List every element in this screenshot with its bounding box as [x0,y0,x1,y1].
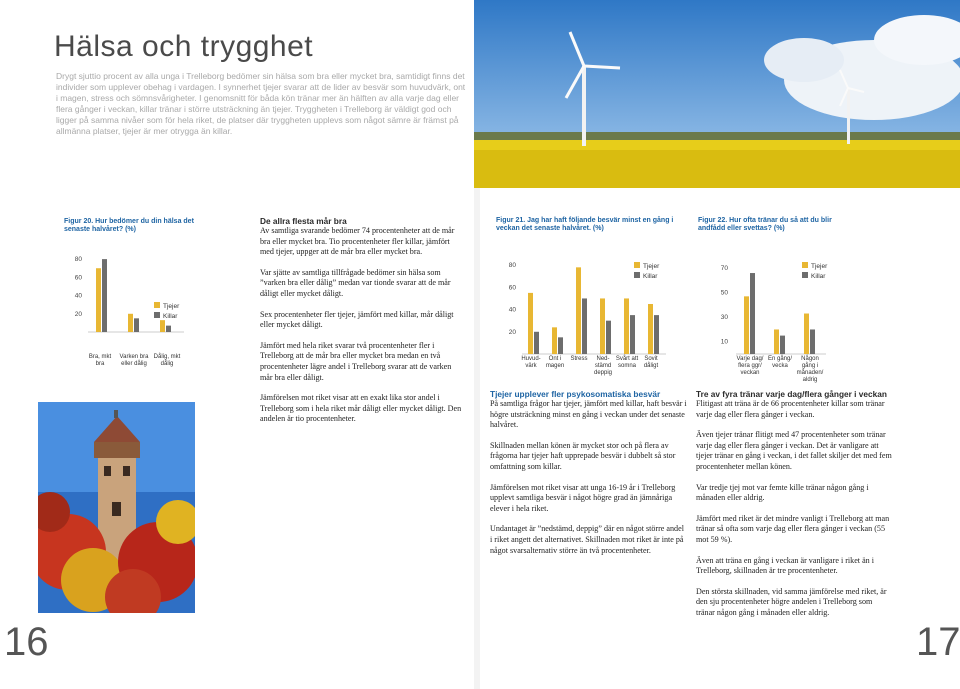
right-text-column-2 [696,389,892,629]
bar-killar-5 [654,315,659,354]
page-title: Hälsa och trygghet [54,30,314,63]
intro-paragraph: Drygt sjuttio procent av alla unga i Trelleborg bedömer sin hälsa som bra eller mycket bra, samtidigt finns det individer som upplever obehag i vardagen. I synnerhet tjejer svarar att de lider av besvär som huvudvärk, ont i magen, stress och sömnsvårigheter. I genomsnitt för båda kön tränar mer än hälften av alla varje dag eller flera gånger i veckan, killar tränar i större utsträckning än tjejer. Tryggheten i Trelleborg är väldigt god och ligger på samma nivåer som för hela riket, de platser där tryggheten upplevs som något sämre är främst på allmänna platser, tjejer är mer otrygga än killar. [56,71,466,136]
bar-tjejer-2 [576,267,581,354]
bar-tjejer-1 [128,314,133,332]
fig20-xlabel-0: Bra, mkt bra [88,354,112,367]
fig21-xl-label-0: Huvud-värk [521,356,541,369]
bar-killar-1 [780,336,785,354]
left-paragraph-5: Jämförelsen mot riket visar att en exakt lika stor andel i Trelleborg som i hela riket mår dåligt eller mycket dåligt. Den andelen är tio procentenheter. [260,393,462,424]
left-text-column [260,216,465,435]
left-paragraph-3: Sex procentenheter fler tjejer, jämfört med killar, mår dåligt eller mycket dåligt. [260,309,454,330]
legend-label-tjejer: Tjejer [643,263,660,270]
figure-20-caption: Figur 20. Hur bedömer du din hälsa det senaste halvåret? (%) [64,218,194,233]
bar-tjejer-0 [96,268,101,332]
col2-paragraph-3: Var tredje tjej mot var femte kille tränar någon gång i månaden eller aldrig. [696,482,869,503]
ytick-label: 40 [508,306,516,314]
ytick-label: 80 [508,262,516,270]
right-page [480,0,960,689]
legend-swatch-tjejer [802,262,808,268]
legend-label-killar: Killar [643,273,658,280]
col1-paragraph-1: På samtliga frågor har tjejer, jämfört med killar, haft besvär i högre utsträckning minst en gång i veckan under det senaste halvåret. [490,399,687,430]
left-paragraph-2: Var sjätte av samtliga tillfrågade bedömer sin hälsa som ”varken bra eller dålig” medan var tionde svarar att de mår dåligt eller mycket dåligt. [260,267,451,298]
bar-tjejer-1 [774,329,779,354]
fig21-xl-label-1: Ont i magen [545,356,565,369]
ytick-label: 70 [720,265,728,273]
ytick-label: 60 [508,284,516,292]
col2-paragraph-2: Även tjejer tränar flitigt med 47 procentenheter som tränar varje dag eller flera gånger i veckan. Det är vanligare att tjejer tränar en gång i veckan, i det fallet skiljer det med fem procentenheter mellan könen. [696,430,892,471]
left-page [0,0,474,689]
col2-paragraph-5: Även att träna en gång i veckan är vanligare i riket än i Trelleborg, skillnaden är tre procentenheter. [696,555,874,576]
bar-killar-2 [582,298,587,354]
bar-tjejer-4 [624,298,629,354]
legend-swatch-killar [802,272,808,278]
ytick-label: 20 [508,328,516,336]
bar-killar-3 [606,321,611,354]
col2-paragraph-6: Den största skillnaden, vid samma jämförelse med riket, är den sju procentenheter högre andelen i Trelleborg som tränar någon gång i månaden eller aldrig. [696,586,887,617]
bar-killar-0 [750,273,755,354]
figure-21-chart [504,250,700,360]
ytick-label: 50 [720,289,728,297]
col2-paragraph-4: Jämfört med riket är det mindre vanligt i Trelleborg att man tränar så ofta som varje dag eller flera gånger i veckan (55 mot 59 %). [696,513,890,544]
fig21-xl-label-5: Sovit dåligt [643,356,659,369]
ytick-label: 80 [74,256,82,264]
bar-tjejer-1 [552,327,557,354]
legend-swatch-tjejer [154,302,160,308]
legend-label-killar: Killar [811,273,826,280]
bar-tjejer-2 [160,320,165,332]
fig22-xl-label-1: En gång/ vecka [767,356,793,369]
left-paragraph-1: Av samtliga svarande bedömer 74 procentenheter att de mår bra eller mycket bra. Tio procentenheter fler killar, jämfört med tjejer, uppger att de mår bra eller mycket bra. [260,226,455,257]
bar-killar-2 [166,326,171,332]
bar-tjejer-5 [648,304,653,354]
legend-label-tjejer: Tjejer [163,303,180,310]
bar-killar-4 [630,315,635,354]
bar-tjejer-3 [600,298,605,354]
col1-paragraph-4: Undantaget är ”nedstämd, deppig” där en något större andel i riket angett det alternativet. Skillnaden mot riket är inte på något svarsalternativ större än två procentenheter. [490,524,684,555]
fig20-xlabel-2: Dålig, mkt dålig [153,354,181,367]
fig22-xl-label-0: Varje dag/ flera ggr/ veckan [736,356,764,376]
legend-swatch-tjejer [634,262,640,268]
bar-killar-1 [134,318,139,332]
legend-swatch-killar [634,272,640,278]
left-text-heading: De allra flesta mår bra [260,216,347,226]
legend-swatch-killar [154,312,160,318]
col2-heading: Tre av fyra tränar varje dag/flera gånger i veckan [696,389,887,399]
ytick-label: 10 [720,338,728,346]
legend-label-tjejer: Tjejer [811,263,828,270]
bar-killar-1 [558,337,563,354]
fig21-xl-label-4: Svårt att somna [615,356,639,369]
bar-tjejer-0 [528,293,533,354]
bar-tjejer-0 [744,296,749,354]
ytick-label: 20 [74,310,82,318]
ytick-label: 60 [74,274,82,282]
water-tower-photo [38,402,195,613]
left-paragraph-4: Jämfört med hela riket svarar två procentenheter fler i Trelleborg att de mår bra eller mycket bra medan en två procentenheter lägre andel i Trelleborg svarar att de varken mår bra eller dåligt. [260,340,452,382]
ytick-label: 30 [720,314,728,322]
figure-22-chart [716,250,886,360]
bar-killar-2 [810,329,815,354]
col1-paragraph-2: Skillnaden mellan könen är mycket stor och på flera av frågorna har tjejer haft upprepade besvär i dubbelt så stor omfattning som killar. [490,440,676,471]
bar-tjejer-2 [804,314,809,354]
bar-killar-0 [102,259,107,332]
col1-heading: Tjejer upplever fler psykosomatiska besvär [490,389,661,399]
figure-22-caption: Figur 22. Hur ofta tränar du så att du blir andfådd eller svettas? (%) [698,217,832,232]
fig21-xl-label-2: Stress [570,356,588,362]
page-number-right: 17 [916,620,960,664]
col1-paragraph-3: Jämförelsen mot riket visar att unga 16-19 år i Trelleborg upplevt samtliga besvär i något högre grad än jämnåriga elever i hela riket. [490,482,676,513]
page-number-left: 16 [4,620,49,664]
figure-21-caption: Figur 21. Jag har haft följande besvär minst en gång i veckan det senaste halvåret. (%) [496,217,674,232]
col2-paragraph-1: Flitigast att träna är de 66 procentenheter killar som tränar varje dag eller flera gånger i veckan. [696,399,885,419]
fig21-xl-label-3: Ned-stämd deppig [593,356,613,376]
hero-area [0,0,474,188]
fig22-xl-label-2: Någon gång i månaden/ aldrig [796,356,824,383]
ytick-label: 40 [74,292,82,300]
legend-label-killar: Killar [163,313,178,320]
bar-killar-0 [534,332,539,354]
right-text-column-1 [490,389,688,566]
fig20-xlabel-1: Varken bra eller dålig [119,354,149,367]
